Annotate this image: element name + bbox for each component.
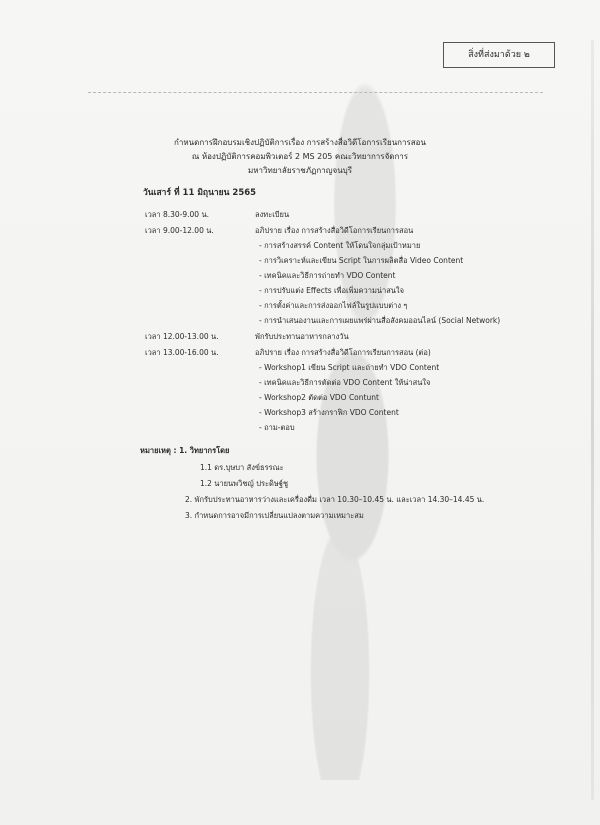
schedule-time: เวลา 8.30-9.00 น. — [145, 210, 209, 219]
notes-item-3: 3. กำหนดการอาจมีการเปลี่ยนแปลงตามความเหมาะสม — [185, 511, 364, 520]
schedule-subitem: - การวิเคราะห์และเขียน Script ในการผลิตสื่อ Video Content — [259, 256, 464, 265]
header-line-2: ณ ห้องปฏิบัติการคอมพิวเตอร์ 2 MS 205 คณะวิทยาการจัดการ — [191, 152, 409, 161]
schedule-subitem: - Workshop3 สร้างกราฟิก VDO Content — [259, 408, 399, 417]
schedule-desc: อภิปราย เรื่อง การสร้างสื่อวิดีโอการเรียนการสอน (ต่อ) — [255, 348, 431, 357]
schedule-subitem: - เทคนิคและวิธีการถ่ายทำ VDO Content — [259, 271, 396, 280]
schedule-subitem: - การสร้างสรรค์ Content ให้โดนใจกลุ่มเป้าหมาย — [259, 241, 421, 250]
schedule-time: เวลา 12.00-13.00 น. — [145, 332, 219, 341]
date-line: วันเสาร์ ที่ 11 มิถุนายน 2565 — [143, 188, 257, 198]
notes-speaker: 1.1 ดร.บุษบา สังข์ธรรณะ — [200, 463, 284, 472]
header-line-3: มหาวิทยาลัยราชภัฏกาญจนบุรี — [247, 166, 353, 175]
notes-item-2: 2. พักรับประทานอาหารว่างและเครื่องดื่ม เวลา 10.30–10.45 น. และเวลา 14.30–14.45 น. — [185, 495, 485, 504]
schedule-subitem: - การนำเสนองานและการเผยแพร่ผ่านสื่อสังคมออนไลน์ (Social Network) — [259, 316, 501, 325]
schedule-desc: พักรับประทานอาหารกลางวัน — [255, 332, 349, 341]
notes-label: หมายเหตุ : 1. วิทยากรโดย — [140, 446, 230, 455]
divider — [88, 92, 543, 93]
header-line-1: กำหนดการฝึกอบรมเชิงปฏิบัติการเรื่อง การสร้างสื่อวิดีโอการเรียนการสอน — [174, 138, 426, 147]
schedule-desc: ลงทะเบียน — [255, 210, 290, 219]
schedule-subitem: - Workshop1 เขียน Script และถ่ายทำ VDO Content — [259, 363, 440, 372]
schedule-desc: อภิปราย เรื่อง การสร้างสื่อวิดีโอการเรียนการสอน — [255, 226, 414, 235]
schedule-subitem: - การปรับแต่ง Effects เพื่อเพิ่มความน่าสนใจ — [259, 286, 404, 295]
schedule-subitem: - การตั้งค่าและการส่งออกไฟล์ในรูปแบบต่าง ๆ — [259, 301, 408, 310]
schedule-time: เวลา 13.00-16.00 น. — [145, 348, 219, 357]
schedule-time: เวลา 9.00-12.00 น. — [145, 226, 214, 235]
schedule-subitem: - Workshop2 ตัดต่อ VDO Contunt — [259, 393, 379, 402]
schedule-subitem: - ถาม-ตอบ — [259, 423, 295, 432]
schedule-subitem: - เทคนิคและวิธีการตัดต่อ VDO Content ให้น่าสนใจ — [259, 378, 431, 387]
notes-speaker: 1.2 นายนพวิชญ์ ประดิษฐ์ชู — [200, 479, 289, 488]
attachment-label: สิ่งที่ส่งมาด้วย ๒ — [443, 42, 555, 68]
